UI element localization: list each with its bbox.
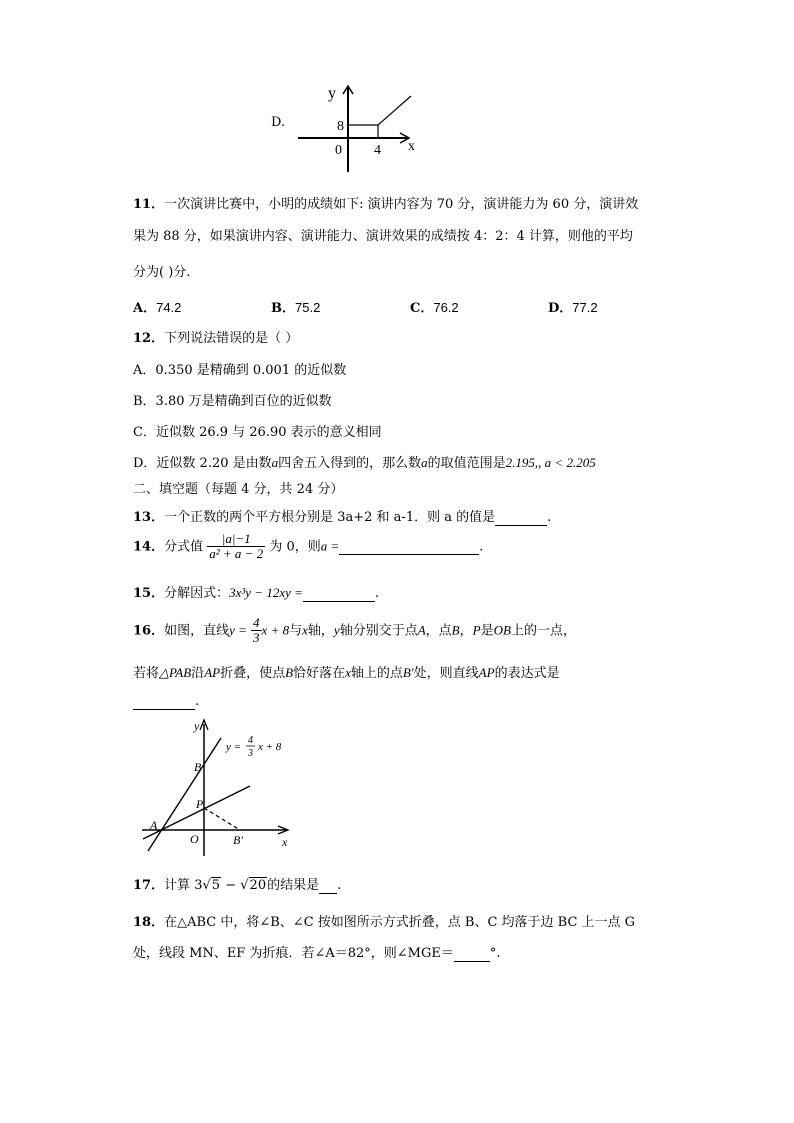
origin-label: 0	[335, 143, 342, 158]
svg-text:A: A	[150, 818, 158, 832]
line-ab	[148, 738, 221, 851]
q14: 14．分式值 $\frac{|a|-1}{\text{a² + a − 2}}$ 为 0，则a = .	[133, 531, 484, 562]
q16-figure	[138, 716, 298, 861]
step-segment	[348, 125, 378, 138]
q15: 15．分解因式：3x³y − 12xy = .	[133, 585, 380, 601]
q18-line1: 18．在△ABC 中，将∠B、∠C 按如图所示方式折叠，点 B、C 均落于边 BC 上一点 G	[133, 915, 636, 930]
q17: 17．计算 3√5 − √20的结果是 .	[133, 878, 342, 893]
svg-text:O: O	[190, 832, 199, 846]
q11-line2: 果为 88 分，如果演讲内容、演讲能力、演讲效果的成绩按 4：2：4 计算，则他的平均	[133, 229, 633, 244]
y-label: y	[328, 85, 336, 102]
q11-option-a: A．74.2	[133, 300, 182, 316]
q18-answer-blank[interactable]	[454, 946, 490, 962]
option-d-graph	[296, 80, 426, 175]
svg-text:3: 3	[248, 748, 253, 759]
q13: 13．一个正数的两个平方根分别是 3a+2 和 a-1．则 a 的值是 .	[133, 510, 552, 525]
q16-line1: 16．如图，直线y = $\frac{4}{3}$ x + 8与x轴，y轴分别交于点A，点B，P是OB上的一点，	[133, 615, 576, 646]
svg-text:x + 8: x + 8	[258, 741, 282, 753]
q17-answer-blank[interactable]	[319, 878, 337, 894]
y-tick-label: 8	[337, 119, 344, 134]
option-d-label: D.	[271, 115, 286, 130]
q11-option-d: D．77.2	[548, 300, 598, 316]
section-fill-in-heading: 二、填空题（每题 4 分，共 24 分）	[133, 482, 344, 497]
fold-segment-pb2	[204, 808, 240, 830]
q11-line3: 分为( )分.	[133, 265, 191, 280]
q12-option-a: A．0.350 是精确到 0.001 的近似数	[133, 363, 347, 378]
q11-line1: 11．一次演讲比赛中，小明的成绩如下: 演讲内容为 70 分，演讲能力为 60 分，演讲效	[133, 197, 639, 212]
svg-text:B′: B′	[233, 833, 243, 847]
q12-option-d: D．近似数 2.20 是由数a四舍五入得到的，那么数a的取值范围是2.195,, a < 2.205	[133, 455, 596, 471]
q14-fraction: $\frac{|a|-1}{\text{a² + a − 2}}$	[209, 531, 264, 562]
q14-answer-blank[interactable]	[339, 539, 479, 555]
q13-answer-blank[interactable]	[495, 510, 547, 526]
q15-answer-blank[interactable]	[303, 586, 375, 602]
svg-text:y: y	[194, 719, 200, 733]
svg-text:4: 4	[248, 735, 253, 746]
svg-text:x: x	[282, 835, 288, 849]
q11-option-c: C．76.2	[410, 300, 459, 316]
x-tick-label: 4	[374, 143, 381, 158]
q12-stem: 12．下列说法错误的是（ ）	[133, 331, 299, 346]
q16-answer-blank[interactable]	[133, 694, 195, 710]
x-label: x	[408, 139, 415, 154]
q16-line3: .	[133, 694, 199, 710]
svg-text:P: P	[196, 797, 204, 811]
svg-text:B: B	[194, 760, 202, 774]
q12-option-b: B．3.80 万是精确到百位的近似数	[133, 394, 332, 409]
svg-text:y =: y =	[226, 741, 242, 753]
q11-option-b: B．75.2	[271, 300, 321, 316]
q18-line2: 处，线段 MN、EF 为折痕．若∠A＝82°，则∠MGE＝ °.	[133, 946, 501, 961]
q16-line2: 若将△PAB沿AP折叠，使点B恰好落在x轴上的点B′处，则直线AP的表达式是	[133, 665, 560, 681]
q11-number: 11．	[133, 197, 165, 212]
q12-option-c: C．近似数 26.9 与 26.90 表示的意义相同	[133, 425, 382, 440]
rising-line	[378, 96, 411, 125]
